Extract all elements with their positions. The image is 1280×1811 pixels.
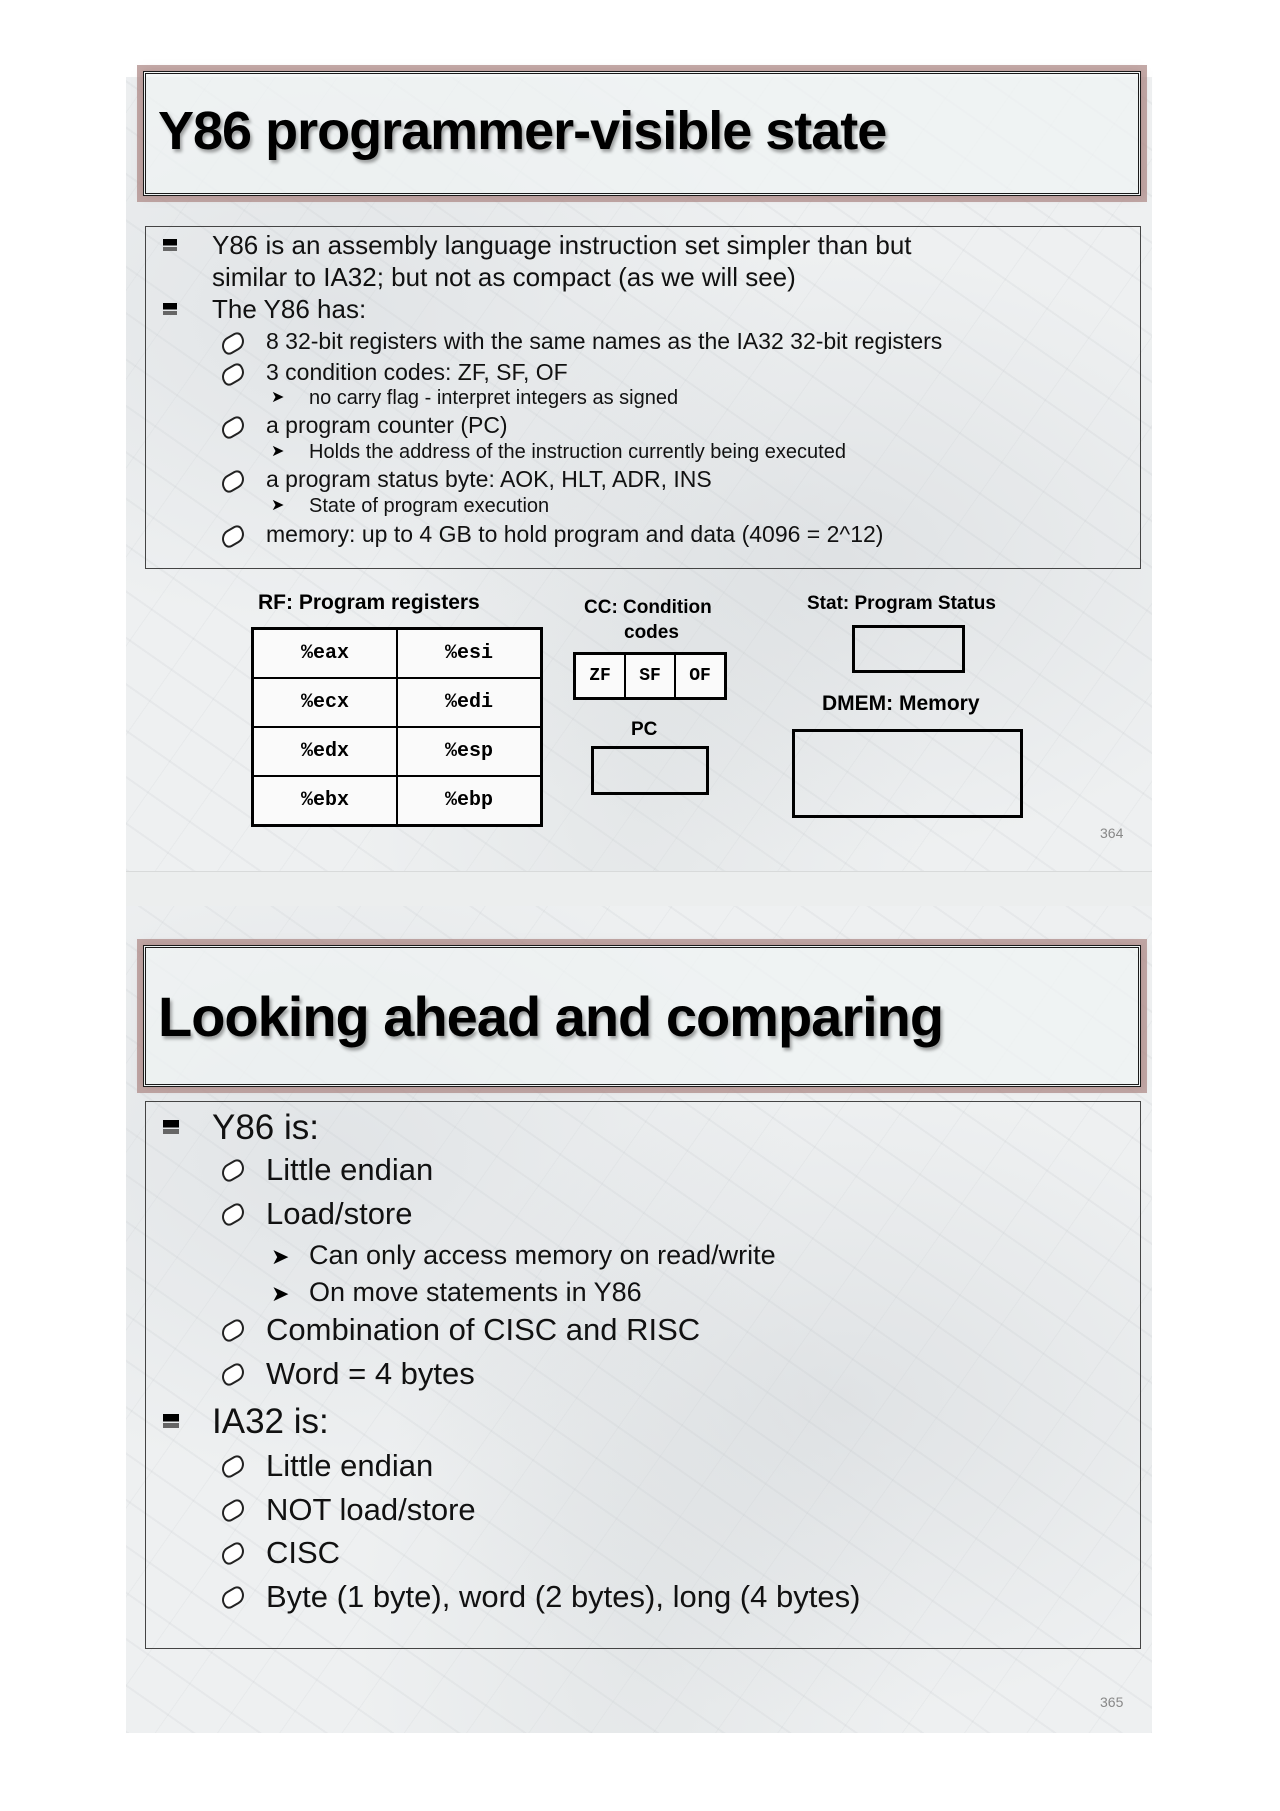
- page-number: 365: [1100, 1694, 1124, 1710]
- mouse-bullet-icon: [218, 330, 247, 357]
- mouse-bullet-icon: [218, 1361, 247, 1388]
- title-frame: [143, 945, 1141, 1087]
- content-box: [145, 1101, 1141, 1649]
- title-frame: [143, 71, 1141, 196]
- register-cell: %edx: [253, 727, 398, 776]
- page-number: 364: [1100, 825, 1124, 841]
- register-cell: %ecx: [253, 678, 398, 727]
- content-box: [145, 226, 1141, 569]
- register-cell: %esi: [397, 629, 542, 679]
- pc-label: PC: [631, 719, 658, 740]
- sub-bullet-text: Load/store: [266, 1196, 413, 1231]
- register-file-table: [251, 627, 543, 827]
- sub-bullet-text: 3 condition codes: ZF, SF, OF: [266, 359, 568, 385]
- sub-sub-bullet-text: Holds the address of the instruction currently being executed: [309, 441, 846, 463]
- bullet-text: The Y86 has:: [212, 294, 367, 324]
- register-cell: %eax: [253, 629, 398, 679]
- bullet-text: IA32 is:: [212, 1402, 329, 1441]
- flag-sf: SF: [624, 655, 674, 697]
- mouse-bullet-icon: [218, 1201, 247, 1228]
- sub-bullet-text: Little endian: [266, 1448, 434, 1483]
- sub-sub-bullet-text: Can only access memory on read/write: [309, 1240, 776, 1270]
- sub-bullet-text: Byte (1 byte), word (2 bytes), long (4 bytes): [266, 1579, 861, 1614]
- mouse-bullet-icon: [218, 523, 247, 550]
- sub-bullet-text: Little endian: [266, 1152, 434, 1187]
- register-cell: %esp: [397, 727, 542, 776]
- rf-label: RF: Program registers: [258, 591, 480, 614]
- arrow-bullet-icon: ➤: [271, 443, 285, 460]
- register-row: [253, 629, 542, 679]
- arrow-bullet-icon: ➤: [271, 1244, 290, 1269]
- sub-sub-bullet-text: no carry flag - interpret integers as signed: [309, 387, 679, 409]
- register-row: [253, 678, 542, 727]
- mouse-bullet-icon: [218, 468, 247, 495]
- sub-bullet-text: NOT load/store: [266, 1492, 476, 1527]
- sub-bullet-text: Combination of CISC and RISC: [266, 1312, 701, 1347]
- mouse-bullet-icon: [218, 1453, 247, 1480]
- flag-of: OF: [674, 655, 724, 697]
- bullet-text: Y86 is an assembly language instruction set simpler than but: [212, 230, 912, 260]
- sub-bullet-text: 8 32-bit registers with the same names as the IA32 32-bit registers: [266, 328, 943, 354]
- bullet-text: Y86 is:: [212, 1108, 319, 1147]
- square-bullet-icon: [163, 239, 177, 251]
- dmem-label: DMEM: Memory: [822, 692, 980, 715]
- pc-box: [591, 746, 709, 795]
- sub-sub-bullet-text: On move statements in Y86: [309, 1277, 642, 1307]
- square-bullet-icon: [163, 303, 177, 315]
- mouse-bullet-icon: [218, 1497, 247, 1524]
- mouse-bullet-icon: [218, 361, 247, 388]
- sub-bullet-text: Word = 4 bytes: [266, 1356, 475, 1391]
- slide-title: Looking ahead and comparing: [158, 985, 944, 1048]
- mouse-bullet-icon: [218, 1317, 247, 1344]
- register-cell: %ebx: [253, 776, 398, 826]
- slide-365: [126, 906, 1152, 1733]
- bullet-text: similar to IA32; but not as compact (as we will see): [212, 262, 796, 292]
- square-bullet-icon: [163, 1414, 179, 1428]
- stat-label: Stat: Program Status: [807, 593, 996, 614]
- sub-bullet-text: CISC: [266, 1535, 341, 1570]
- memory-box: [792, 729, 1023, 818]
- sub-sub-bullet-text: State of program execution: [309, 495, 550, 517]
- register-cell: %ebp: [397, 776, 542, 826]
- mouse-bullet-icon: [218, 1540, 247, 1567]
- stat-box: [852, 625, 965, 673]
- square-bullet-icon: [163, 1120, 179, 1134]
- arrow-bullet-icon: ➤: [271, 389, 285, 406]
- condition-codes-box: [573, 652, 727, 700]
- sub-bullet-text: a program status byte: AOK, HLT, ADR, INS: [266, 466, 712, 492]
- mouse-bullet-icon: [218, 1584, 247, 1611]
- register-row: [253, 727, 542, 776]
- sub-bullet-text: a program counter (PC): [266, 412, 508, 438]
- slide-title: Y86 programmer-visible state: [158, 101, 887, 161]
- mouse-bullet-icon: [218, 1157, 247, 1184]
- register-cell: %edi: [397, 678, 542, 727]
- register-row: [253, 776, 542, 826]
- cc-label: CC: Condition: [584, 597, 712, 618]
- slide-separator: [126, 871, 1152, 908]
- arrow-bullet-icon: ➤: [271, 1281, 290, 1306]
- slide-364: [126, 77, 1152, 871]
- flag-zf: ZF: [589, 666, 611, 686]
- mouse-bullet-icon: [218, 414, 247, 441]
- sub-bullet-text: memory: up to 4 GB to hold program and data (4096 = 2^12): [266, 521, 884, 547]
- arrow-bullet-icon: ➤: [271, 497, 285, 514]
- cc-label: codes: [624, 622, 679, 643]
